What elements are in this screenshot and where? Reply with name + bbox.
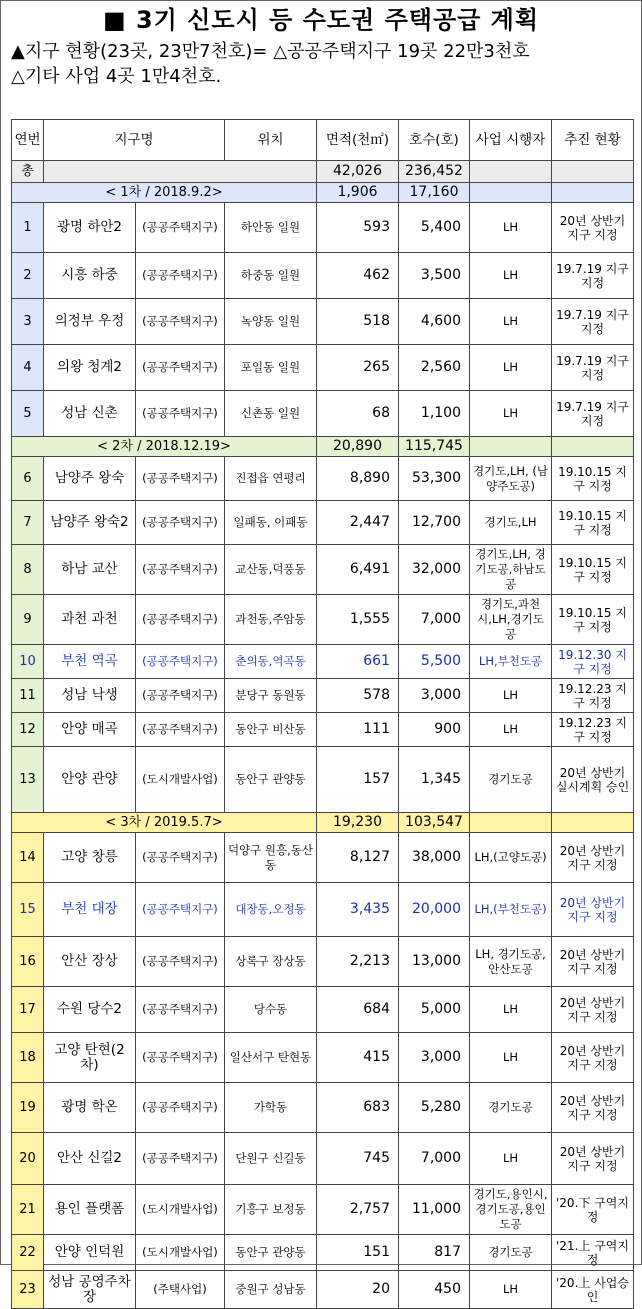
district-location: 동안구 관양동 (225, 747, 317, 813)
row-number: 19 (12, 1083, 44, 1133)
table-row (12, 595, 634, 645)
district-area: 1,555 (317, 595, 399, 645)
table-row (12, 391, 634, 437)
row-number: 12 (12, 713, 44, 747)
header-no: 연번 (12, 120, 44, 161)
district-units: 7,000 (399, 595, 470, 645)
district-location: 교산동,덕풍동 (225, 545, 317, 595)
phase-area: 19,230 (317, 813, 399, 833)
district-operator: LH (470, 253, 552, 299)
row-number: 18 (12, 1033, 44, 1083)
district-operator: LH,(고양도공) (470, 833, 552, 883)
district-type: (공공주택지구) (136, 987, 225, 1033)
district-location: 가학동 (225, 1083, 317, 1133)
district-status: 19.12.23 지구 지정 (552, 679, 634, 713)
district-name: 하남 교산 (44, 545, 136, 595)
header-area: 면적(천㎡) (317, 120, 399, 161)
district-area: 683 (317, 1083, 399, 1133)
table-row (12, 345, 634, 391)
district-location: 하안동 일원 (225, 203, 317, 253)
district-type: (공공주택지구) (136, 501, 225, 545)
phase-area: 1,906 (317, 183, 399, 203)
row-number: 1 (12, 203, 44, 253)
district-location: 당수동 (225, 987, 317, 1033)
district-status: 20년 상반기 지구 지정 (552, 1083, 634, 1133)
district-area: 265 (317, 345, 399, 391)
district-units: 12,700 (399, 501, 470, 545)
district-status: 20년 상반기 지구 지정 (552, 883, 634, 937)
district-location: 덕양구 원흥,동산동 (225, 833, 317, 883)
table-row (12, 1033, 634, 1083)
district-location: 녹양동 일원 (225, 299, 317, 345)
header-district: 지구명 (44, 120, 225, 161)
table-row (12, 203, 634, 253)
district-area: 8,890 (317, 457, 399, 501)
district-units: 5,280 (399, 1083, 470, 1133)
district-units: 1,100 (399, 391, 470, 437)
district-location: 포일동 일원 (225, 345, 317, 391)
district-name: 부천 대장 (44, 883, 136, 937)
district-name: 고양 창릉 (44, 833, 136, 883)
district-area: 20 (317, 1271, 399, 1309)
header-operator: 사업 시행자 (470, 120, 552, 161)
housing-supply-table (11, 119, 634, 1309)
district-operator: LH (470, 1133, 552, 1185)
district-operator: 경기도,과천시,LH,경기도공 (470, 595, 552, 645)
district-units: 1,345 (399, 747, 470, 813)
district-type: (공공주택지구) (136, 937, 225, 987)
district-name: 안양 매곡 (44, 713, 136, 747)
table-row (12, 747, 634, 813)
district-area: 6,491 (317, 545, 399, 595)
district-location: 진접읍 연평리 (225, 457, 317, 501)
district-name: 용인 플랫폼 (44, 1185, 136, 1235)
district-location: 하중동 일원 (225, 253, 317, 299)
district-type: (공공주택지구) (136, 883, 225, 937)
table-row (12, 1271, 634, 1309)
district-name: 시흥 하중 (44, 253, 136, 299)
district-operator: LH (470, 299, 552, 345)
row-number: 23 (12, 1271, 44, 1309)
district-name: 성남 신촌 (44, 391, 136, 437)
district-operator: LH (470, 1271, 552, 1309)
table-body (12, 161, 634, 1309)
district-units: 7,000 (399, 1133, 470, 1185)
district-units: 3,000 (399, 679, 470, 713)
district-area: 2,757 (317, 1185, 399, 1235)
total-row (12, 161, 634, 183)
district-area: 593 (317, 203, 399, 253)
table-row (12, 253, 634, 299)
row-number: 8 (12, 545, 44, 595)
district-units: 3,000 (399, 1033, 470, 1083)
row-number: 14 (12, 833, 44, 883)
table-row (12, 713, 634, 747)
row-number: 13 (12, 747, 44, 813)
district-location: 일패동, 이패동 (225, 501, 317, 545)
district-name: 성남 낙생 (44, 679, 136, 713)
total-units: 236,452 (399, 161, 470, 183)
row-number: 7 (12, 501, 44, 545)
district-area: 111 (317, 713, 399, 747)
district-area: 68 (317, 391, 399, 437)
row-number: 2 (12, 253, 44, 299)
table-row (12, 299, 634, 345)
district-operator: LH (470, 987, 552, 1033)
district-operator: LH (470, 203, 552, 253)
table-row (12, 937, 634, 987)
district-status: 20년 상반기 지구 지정 (552, 987, 634, 1033)
district-location: 중원구 성남동 (225, 1271, 317, 1309)
row-number: 10 (12, 645, 44, 679)
phase-row-2 (12, 437, 634, 457)
table-row (12, 545, 634, 595)
district-status: 20년 상반기 지구 지정 (552, 937, 634, 987)
district-status: 19.10.15 지구 지정 (552, 595, 634, 645)
row-number: 15 (12, 883, 44, 937)
district-type: (도시개발사업) (136, 747, 225, 813)
phase-area: 20,890 (317, 437, 399, 457)
district-location: 과천동,주암동 (225, 595, 317, 645)
district-name: 부천 역곡 (44, 645, 136, 679)
row-number: 21 (12, 1185, 44, 1235)
row-number: 5 (12, 391, 44, 437)
district-operator: LH (470, 679, 552, 713)
district-operator: LH (470, 391, 552, 437)
district-operator: 경기도,용인시,경기도공,용인도공 (470, 1185, 552, 1235)
district-units: 4,600 (399, 299, 470, 345)
district-type: (공공주택지구) (136, 833, 225, 883)
district-type: (공공주택지구) (136, 345, 225, 391)
table-row (12, 833, 634, 883)
district-name: 성남 공영주차장 (44, 1271, 136, 1309)
district-status: '20.下 구역지정 (552, 1185, 634, 1235)
district-operator: LH (470, 1033, 552, 1083)
phase-units: 103,547 (399, 813, 470, 833)
district-area: 3,435 (317, 883, 399, 937)
district-status: 19.7.19 지구 지정 (552, 391, 634, 437)
phase-label: < 3차 / 2019.5.7> (12, 813, 317, 833)
row-number: 9 (12, 595, 44, 645)
district-status: 19.7.19 지구 지정 (552, 299, 634, 345)
table-row (12, 987, 634, 1033)
district-area: 462 (317, 253, 399, 299)
district-name: 안양 관양 (44, 747, 136, 813)
district-operator: LH (470, 713, 552, 747)
district-name: 고양 탄현(2차) (44, 1033, 136, 1083)
table-row (12, 457, 634, 501)
district-name: 남양주 왕숙2 (44, 501, 136, 545)
district-status: 19.10.15 지구 지정 (552, 457, 634, 501)
row-number: 16 (12, 937, 44, 987)
district-status: 19.10.15 지구 지정 (552, 501, 634, 545)
table-row (12, 679, 634, 713)
district-area: 578 (317, 679, 399, 713)
district-name: 의왕 청계2 (44, 345, 136, 391)
row-number: 4 (12, 345, 44, 391)
summary-line-1: ▲지구 현황(23곳, 23만7천호)= △공공주택지구 19곳 22만3천호 (11, 41, 530, 62)
district-units: 450 (399, 1271, 470, 1309)
district-status: 20년 상반기 지구 지정 (552, 833, 634, 883)
district-units: 32,000 (399, 545, 470, 595)
district-units: 5,400 (399, 203, 470, 253)
district-location: 일산서구 탄현동 (225, 1033, 317, 1083)
district-name: 안산 장상 (44, 937, 136, 987)
district-status: 20년 상반기 지구 지정 (552, 1133, 634, 1185)
district-name: 과천 과천 (44, 595, 136, 645)
district-units: 2,560 (399, 345, 470, 391)
phase-units: 115,745 (399, 437, 470, 457)
district-area: 2,213 (317, 937, 399, 987)
total-area: 42,026 (317, 161, 399, 183)
row-number: 6 (12, 457, 44, 501)
district-type: (공공주택지구) (136, 253, 225, 299)
district-operator: LH,부천도공 (470, 645, 552, 679)
district-name: 안양 인덕원 (44, 1235, 136, 1271)
district-name: 광명 하안2 (44, 203, 136, 253)
phase-units: 17,160 (399, 183, 470, 203)
district-units: 13,000 (399, 937, 470, 987)
phase-row-3 (12, 813, 634, 833)
district-units: 5,000 (399, 987, 470, 1033)
district-type: (공공주택지구) (136, 545, 225, 595)
district-area: 2,447 (317, 501, 399, 545)
district-area: 415 (317, 1033, 399, 1083)
row-number: 22 (12, 1235, 44, 1271)
district-operator: LH (470, 345, 552, 391)
row-number: 20 (12, 1133, 44, 1185)
district-area: 684 (317, 987, 399, 1033)
district-type: (공공주택지구) (136, 299, 225, 345)
district-type: (공공주택지구) (136, 595, 225, 645)
phase-row-1 (12, 183, 634, 203)
district-type: (공공주택지구) (136, 1083, 225, 1133)
district-location: 단원구 신길동 (225, 1133, 317, 1185)
district-units: 53,300 (399, 457, 470, 501)
header-status: 추진 현황 (552, 120, 634, 161)
district-location: 대장동,오정동 (225, 883, 317, 937)
district-area: 661 (317, 645, 399, 679)
district-status: 19.7.19 지구 지정 (552, 253, 634, 299)
district-type: (도시개발사업) (136, 1185, 225, 1235)
district-operator: LH, 경기도공, 안산도공 (470, 937, 552, 987)
district-area: 151 (317, 1235, 399, 1271)
district-status: 19.12.30 지구 지정 (552, 645, 634, 679)
district-status: 20년 상반기 지구 지정 (552, 203, 634, 253)
district-name: 의정부 우정 (44, 299, 136, 345)
district-type: (공공주택지구) (136, 1133, 225, 1185)
district-type: (공공주택지구) (136, 679, 225, 713)
phase-label: < 1차 / 2018.9.2> (12, 183, 317, 203)
summary-line-2: △기타 사업 4곳 1만4천호. (11, 66, 222, 87)
district-operator: 경기도,LH, 경기도공,하남도공 (470, 545, 552, 595)
district-operator: 경기도공 (470, 1083, 552, 1133)
district-name: 안산 신길2 (44, 1133, 136, 1185)
district-units: 11,000 (399, 1185, 470, 1235)
district-name: 광명 학온 (44, 1083, 136, 1133)
district-operator: 경기도,LH (470, 501, 552, 545)
district-operator: 경기도,LH, (남양주도공) (470, 457, 552, 501)
district-area: 8,127 (317, 833, 399, 883)
district-units: 5,500 (399, 645, 470, 679)
district-units: 20,000 (399, 883, 470, 937)
district-name: 수원 당수2 (44, 987, 136, 1033)
district-units: 3,500 (399, 253, 470, 299)
district-operator: 경기도공 (470, 1235, 552, 1271)
district-name: 남양주 왕숙 (44, 457, 136, 501)
district-status: 19.12.23 지구 지정 (552, 713, 634, 747)
district-type: (공공주택지구) (136, 391, 225, 437)
district-status: 20년 상반기 지구 지정 (552, 1033, 634, 1083)
district-location: 신촌동 일원 (225, 391, 317, 437)
district-type: (공공주택지구) (136, 645, 225, 679)
page-title: ■ 3기 신도시 등 수도권 주택공급 계획 (102, 6, 540, 34)
table-row (12, 883, 634, 937)
district-type: (공공주택지구) (136, 1033, 225, 1083)
table-row (12, 1083, 634, 1133)
district-area: 518 (317, 299, 399, 345)
district-location: 기흥구 보정동 (225, 1185, 317, 1235)
row-number: 11 (12, 679, 44, 713)
row-number: 17 (12, 987, 44, 1033)
district-status: 20년 상반기 실시계획 승인 (552, 747, 634, 813)
district-type: (공공주택지구) (136, 713, 225, 747)
header-units: 호수(호) (399, 120, 470, 161)
table-row (12, 645, 634, 679)
district-area: 745 (317, 1133, 399, 1185)
district-location: 춘의동,역곡동 (225, 645, 317, 679)
district-location: 동안구 비산동 (225, 713, 317, 747)
district-units: 817 (399, 1235, 470, 1271)
district-status: '21.上 구역지정 (552, 1235, 634, 1271)
district-status: 19.10.15 지구 지정 (552, 545, 634, 595)
district-units: 900 (399, 713, 470, 747)
district-units: 38,000 (399, 833, 470, 883)
total-label: 총 (12, 161, 44, 183)
table-row (12, 1185, 634, 1235)
district-operator: 경기도공 (470, 747, 552, 813)
district-location: 동안구 관양동 (225, 1235, 317, 1271)
table-row (12, 1133, 634, 1185)
district-type: (주택사업) (136, 1271, 225, 1309)
district-status: 19.7.19 지구 지정 (552, 345, 634, 391)
table-row (12, 501, 634, 545)
district-area: 157 (317, 747, 399, 813)
header-location: 위치 (225, 120, 317, 161)
district-location: 분당구 동원동 (225, 679, 317, 713)
district-type: (공공주택지구) (136, 457, 225, 501)
table-header-row (12, 120, 634, 161)
district-location: 상록구 장상동 (225, 937, 317, 987)
phase-label: < 2차 / 2018.12.19> (12, 437, 317, 457)
district-status: '20.上 사업승인 (552, 1271, 634, 1309)
table-row (12, 1235, 634, 1271)
district-operator: LH,(부천도공) (470, 883, 552, 937)
district-type: (도시개발사업) (136, 1235, 225, 1271)
row-number: 3 (12, 299, 44, 345)
district-type: (공공주택지구) (136, 203, 225, 253)
